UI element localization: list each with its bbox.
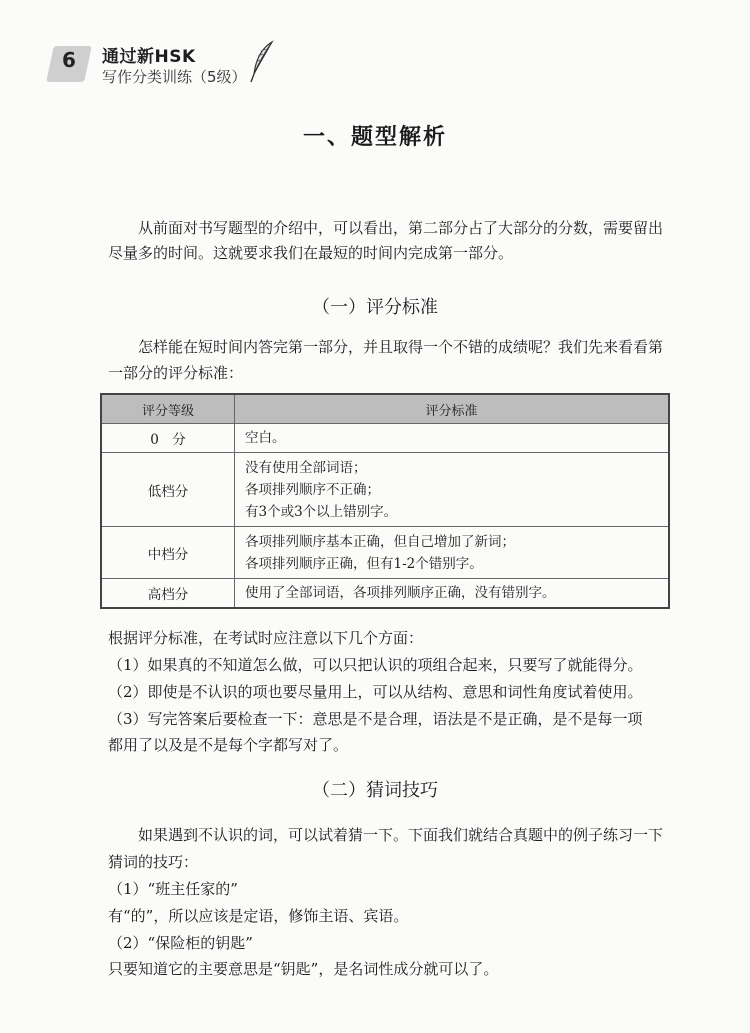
guessing-explanation-1: 有“的”，所以应该是定语，修饰主语、宾语。: [108, 907, 409, 925]
intro-line-1: 从前面对书写题型的介绍中，可以看出，第二部分占了大部分的分数，需要留出: [138, 219, 664, 237]
scoring-intro-line-1: 怎样能在短时间内答完第一部分，并且取得一个不错的成绩呢？我们先来看看第: [138, 338, 664, 356]
level-cell: 0 分: [101, 424, 235, 453]
criteria-cell: [235, 453, 670, 527]
feather-quill-icon: [248, 40, 276, 84]
scoring-intro-line-2: 一部分的评分标准：: [108, 364, 244, 382]
section-title: 一、题型解析: [302, 125, 447, 150]
scoring-table: [100, 393, 670, 609]
table-row: [101, 424, 669, 453]
guessing-line-1: 如果遇到不认识的词，可以试着猜一下。下面我们就结合真题中的例子练习一下: [138, 826, 664, 844]
criteria-line: 没有使用全部词语；: [245, 459, 367, 476]
scoring-note-2: （2）即使是不认识的项也要尽量用上，可以从结构、意思和词性角度试着使用。: [108, 683, 643, 701]
criteria-line: 各项排列顺序不正确；: [245, 481, 380, 498]
subsection-title-guessing: （二）猜词技巧: [312, 780, 438, 801]
criteria-line: 空白。: [245, 430, 286, 446]
level-cell: 低档分: [101, 453, 235, 527]
criteria-cell: [235, 579, 670, 609]
table-row: [101, 579, 669, 609]
series-subtitle: 写作分类训练（5级）: [102, 68, 247, 86]
series-title: 通过新HSK: [102, 47, 196, 67]
table-header-criteria: 评分标准: [235, 394, 670, 424]
criteria-cell: [235, 527, 670, 579]
running-header: [50, 40, 350, 90]
table-row: [101, 527, 669, 579]
criteria-cell: [235, 424, 670, 453]
page-number: 6: [62, 48, 76, 72]
level-cell: 高档分: [101, 579, 235, 609]
scoring-note-lead: 根据评分标准，在考试时应注意以下几个方面：: [108, 629, 424, 647]
intro-line-2: 尽量多的时间。这就要求我们在最短的时间内完成第一部分。: [108, 244, 514, 262]
guessing-explanation-2: 只要知道它的主要意思是“钥匙”，是名词性成分就可以了。: [108, 960, 499, 978]
table-row: [101, 453, 669, 527]
criteria-line: 使用了全部词语，各项排列顺序正确，没有错别字。: [245, 585, 556, 601]
scoring-note-1: （1）如果真的不知道怎么做，可以只把认识的项组合起来，只要写了就能得分。: [108, 656, 643, 674]
criteria-line: 有3个或3个以上错别字。: [245, 503, 398, 520]
subsection-title-scoring: （一）评分标准: [312, 297, 438, 318]
table-header-row: [101, 394, 669, 424]
table-header-level: 评分等级: [101, 394, 235, 424]
criteria-line: 各项排列顺序基本正确，但自己增加了新词；: [245, 533, 515, 550]
criteria-line: 各项排列顺序正确，但有1-2个错别字。: [245, 555, 483, 572]
scoring-note-3: （3）写完答案后要检查一下：意思是不是合理，语法是不是正确，是不是每一项: [108, 710, 643, 728]
guessing-line-2: 猜词的技巧：: [108, 853, 199, 871]
guessing-example-1: （1）“班主任家的”: [108, 880, 238, 898]
scoring-note-3-cont: 都用了以及是不是每个字都写对了。: [108, 736, 349, 754]
level-cell: 中档分: [101, 527, 235, 579]
guessing-example-2: （2）“保险柜的钥匙”: [108, 934, 253, 952]
